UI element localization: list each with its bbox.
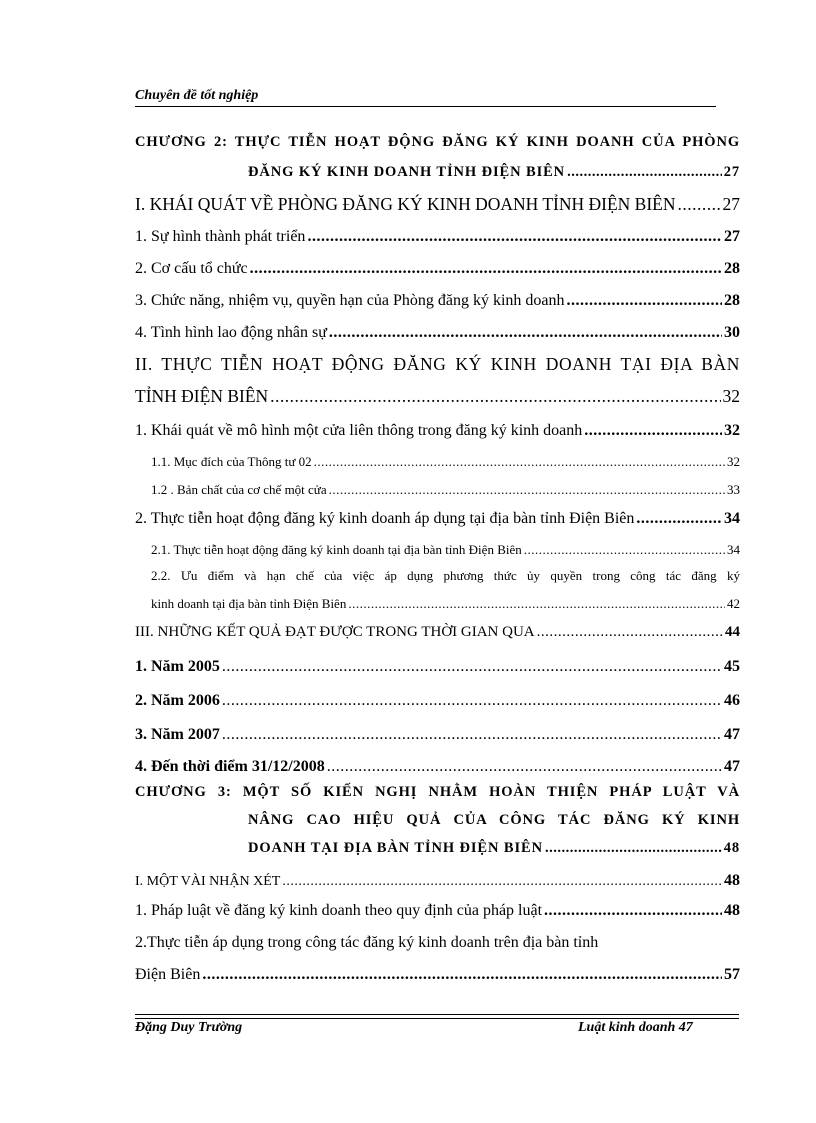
toc-item-1-4[interactable]: 4. Tình hình lao động nhân sự ..... 30: [135, 324, 740, 342]
toc-chapter3-line2: NÂNG CAO HIỆU QUẢ CỦA CÔNG TÁC ĐĂNG KÝ KINH: [248, 812, 740, 828]
toc-chapter3-line3[interactable]: DOANH TẠI ĐỊA BÀN TỈNH ĐIỆN BIÊN ..... 48: [248, 840, 740, 857]
toc-chapter3-item-1[interactable]: 1. Pháp luật về đăng ký kinh doanh theo quy định của pháp luật ..... 48: [135, 902, 740, 920]
toc-item-2-2-2-line1: 2.2. Ưu điểm và hạn chế của việc áp dụng phương thức ủy quyền trong công tác đăng ký: [151, 568, 740, 583]
footer-class: Luật kinh doanh 47: [578, 1020, 693, 1035]
header-title: Chuyên đề tốt nghiệp: [135, 88, 259, 103]
toc-item-2-2[interactable]: 2. Thực tiễn hoạt động đăng ký kinh doanh áp dụng tại địa bàn tỉnh Điện Biên ..... 34: [135, 510, 740, 528]
header-rule: [135, 106, 716, 107]
toc-item-2-1-2[interactable]: 1.2 . Bản chất của cơ chế một cửa ..... 33: [151, 482, 740, 498]
toc-item-1-3[interactable]: 3. Chức năng, nhiệm vụ, quyền hạn của Phòng đăng ký kinh doanh ..... 28: [135, 292, 740, 310]
toc-chapter3-section-1[interactable]: I. MỘT VÀI NHẬN XÉT ..... 48: [135, 872, 740, 890]
toc-section-2-line2[interactable]: TỈNH ĐIỆN BIÊN ..... 32: [135, 386, 740, 407]
toc-chapter2-line1: CHƯƠNG 2: THỰC TIỄN HOẠT ĐỘNG ĐĂNG KÝ KINH DOANH CỦA PHÒNG: [135, 134, 740, 150]
toc-item-3-4[interactable]: 4. Đến thời điểm 31/12/2008 ..... 47: [135, 758, 740, 776]
toc-chapter3-line1: CHƯƠNG 3: MỘT SỐ KIẾN NGHỊ NHẰM HOÀN THIỆN PHÁP LUẬT VÀ: [135, 784, 740, 800]
toc-item-1-2[interactable]: 2. Cơ cấu tổ chức ..... 28: [135, 260, 740, 278]
toc-item-1-1[interactable]: 1. Sự hình thành phát triển ..... 27: [135, 228, 740, 246]
toc-item-3-3[interactable]: 3. Năm 2007 ..... 47: [135, 726, 740, 744]
toc-item-2-1[interactable]: 1. Khái quát về mô hình một cửa liên thông trong đăng ký kinh doanh ..... 32: [135, 422, 740, 440]
toc-section-3[interactable]: III. NHỮNG KẾT QUẢ ĐẠT ĐƯỢC TRONG THỜI GIAN QUA ..... 44: [135, 624, 740, 641]
toc-item-2-2-1[interactable]: 2.1. Thực tiễn hoạt động đăng ký kinh doanh tại địa bàn tỉnh Điện Biên ..... 34: [151, 542, 740, 558]
toc-item-3-1[interactable]: 1. Năm 2005 ..... 45: [135, 658, 740, 676]
toc-chapter3-item-2-line1: 2.Thực tiễn áp dụng trong công tác đăng ký kinh doanh trên địa bàn tỉnh: [135, 934, 599, 951]
toc-item-3-2[interactable]: 2. Năm 2006 ..... 46: [135, 692, 740, 710]
footer-author: Đặng Duy Trường: [135, 1020, 243, 1035]
toc-section-1[interactable]: I. KHÁI QUÁT VỀ PHÒNG ĐĂNG KÝ KINH DOANH TỈNH ĐIỆN BIÊN ..... 27: [135, 194, 740, 215]
footer-rule: [135, 1014, 739, 1015]
toc-chapter2-line2[interactable]: ĐĂNG KÝ KINH DOANH TỈNH ĐIỆN BIÊN ..... 27: [248, 164, 740, 181]
toc-section-2-line1: II. THỰC TIỄN HOẠT ĐỘNG ĐĂNG KÝ KINH DOANH TẠI ĐỊA BÀN: [135, 354, 740, 374]
toc-item-2-2-2-line2[interactable]: kinh doanh tại địa bàn tỉnh Điện Biên ..... 42: [151, 596, 740, 612]
toc-item-2-1-1[interactable]: 1.1. Mục đích của Thông tư 02 ..... 32: [151, 454, 740, 470]
toc-chapter3-item-2-line2[interactable]: Điện Biên ..... 57: [135, 966, 740, 984]
footer-rule-thin: [135, 1018, 739, 1019]
